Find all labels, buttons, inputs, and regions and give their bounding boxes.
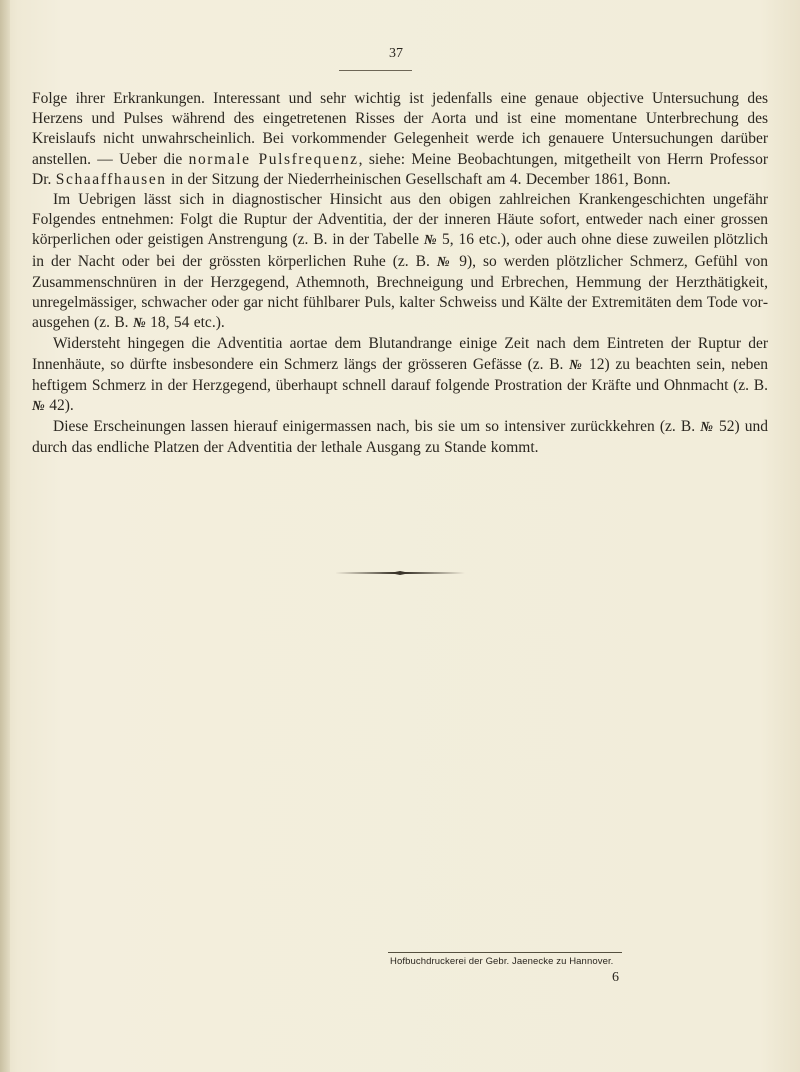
text-run: in der Sitzung der Niederrheinischen Gesellschaft am 4. December 1861, Bonn. bbox=[166, 170, 671, 188]
paragraph-1 bbox=[32, 89, 768, 190]
text-run: 42). bbox=[44, 397, 74, 415]
text-run: Diese Erscheinungen lassen hierauf einigermassen nach, bis sie um so intensiver zurückkehren (z. B. bbox=[53, 418, 701, 436]
text-run: Widersteht hingegen die Adventitia aortae dem Blutandrange einige Zeit nach dem Eintreten der Ruptur der Innenhäute, so dürfte insbesondere ein Schmerz längs der grösseren Gefässe (z. B. bbox=[32, 335, 768, 373]
numero-sign: № bbox=[700, 420, 714, 436]
text-run: 9), so werden plötzlicher Schmerz, Gefühl von Zusammenschnüren in der Herzgegend, Athemnoth, Brechneigung und Erbrechen, Hemmung der Herzthätigkeit, unregelmässiger, schwacher oder gar nicht fühlbarer Puls, kalter Schweiss und Kälte der Extremitäten dem Tode vorausgehen (z. B. bbox=[32, 252, 768, 332]
paragraph-2 bbox=[32, 190, 768, 334]
numero-sign: № bbox=[436, 254, 453, 270]
emphasis-normale-pulsfrequenz: normale Pulsfrequenz bbox=[188, 150, 359, 168]
text-run: 18, 54 etc.). bbox=[145, 314, 225, 332]
signature-mark: 6 bbox=[612, 970, 619, 985]
numero-sign: № bbox=[132, 316, 146, 332]
numero-sign: № bbox=[569, 357, 584, 373]
numero-sign: № bbox=[423, 233, 438, 249]
text-run: 5, 16 etc.), oder auch ohne diese zuweilen plötzlich in der Nacht oder bei der grössten körperlichen Ruhe (z. B. bbox=[32, 231, 768, 270]
emphasis-schaaffhausen: Schaaffhausen bbox=[55, 170, 167, 188]
footer-rule bbox=[388, 952, 622, 953]
text-run: 12) zu beachten sein, neben heftigem Schmerz in der Herzgegend, überhaupt schnell darauf folgende Prostration der Kräfte und Ohnmacht (z. B. bbox=[32, 355, 769, 394]
binding-edge bbox=[0, 0, 10, 1072]
paragraph-4 bbox=[32, 417, 768, 458]
body-text bbox=[32, 89, 768, 459]
text-run: , siehe: Meine Beobachtungen, mitgetheilt von Herrn Professor Dr. bbox=[32, 150, 769, 188]
text-run: Folge ihrer Erkrankungen. Interessant und sehr wichtig ist jedenfalls eine genaue objective Untersuchung des Herzens und Pulses während des eingetretenen Risses der Aorta und ist eine momentane Unterbrechung des Kreislaufs nicht unwahrscheinlich. Bei vorkommender Gelegenheit werde ich genauere Untersuchungen darüber anstellen. — Ueber die bbox=[32, 90, 768, 168]
text-run: Im Uebrigen lässt sich in diagnostischer Hinsicht aus den obigen zahlreichen Krankengeschichten ungefähr Folgendes entnehmen: Folgt die Ruptur der Adventitia, der der inneren Häute sofort, entweder nach einer grossen körperlichen oder geistigen Anstrengung (z. B. in der Tabelle bbox=[32, 191, 768, 249]
ornamental-rule bbox=[335, 571, 465, 575]
header-rule bbox=[339, 70, 412, 71]
text-run: 52) und durch das endliche Platzen der Adventitia der lethale Ausgang zu Stande kommt. bbox=[32, 418, 769, 457]
numero-sign: № bbox=[32, 399, 45, 415]
paragraph-3 bbox=[32, 334, 768, 417]
printer-imprint: Hofbuchdruckerei der Gebr. Jaenecke zu Hannover. bbox=[390, 956, 614, 967]
page-number: 37 bbox=[389, 46, 403, 61]
